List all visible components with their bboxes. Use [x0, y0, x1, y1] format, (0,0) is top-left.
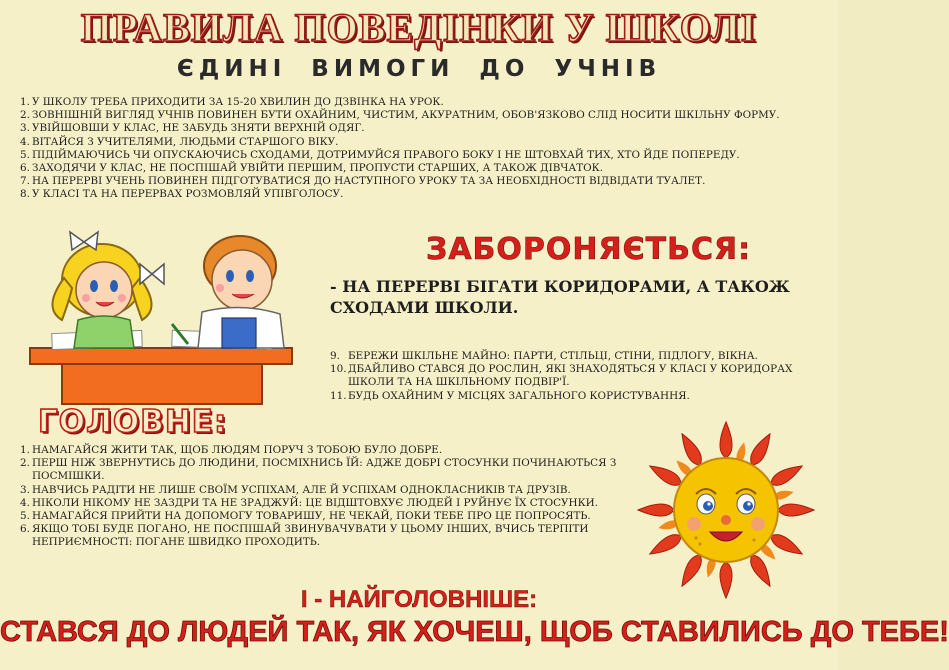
item-number: 4. [20, 496, 30, 509]
item-text: ПЕРШ НІЖ ЗВЕРНУТИСЬ ДО ЛЮДИНИ, ПОСМІХНИСЬ ЇЙ: АДЖЕ ДОБРІ СТОСУНКИ ПОЧИНАЮТЬСЯ З ПОСМІШКИ. [32, 457, 617, 483]
smiling-sun-illustration [628, 420, 824, 600]
item-text: У КЛАСІ ТА НА ПЕРЕРВАХ РОЗМОВЛЯЙ УПІВГОЛОСУ. [32, 188, 344, 201]
item-text: НАМАГАЙСЯ ЖИТИ ТАК, ЩОБ ЛЮДЯМ ПОРУЧ З ТОБОЮ БУЛО ДОБРЕ. [32, 444, 443, 456]
item-number: 8. [20, 188, 30, 201]
main-rules-list [20, 444, 660, 550]
item-number: 9. [330, 350, 340, 362]
page-subtitle: ЄДИНІ ВИМОГИ ДО УЧНІВ [176, 56, 662, 82]
list-item [20, 188, 820, 201]
item-text: ВІТАЙСЯ З УЧИТЕЛЯМИ, ЛЮДЬМИ СТАРШОГО ВІКУ. [32, 135, 339, 148]
page-title: ПРАВИЛА ПОВЕДІНКИ У ШКОЛІ [80, 5, 758, 50]
item-number: 2. [20, 457, 30, 470]
item-number: 5. [20, 510, 30, 523]
item-number: 6. [20, 523, 30, 536]
item-text: ЗОВНІШНІЙ ВИГЛЯД УЧНІВ ПОВИНЕН БУТИ ОХАЙНИМ, ЧИСТИМ, АКУРАТНИМ, ОБОВ'ЯЗКОВО СЛІД НОСИТИ ШКІЛЬНУ ФОРМУ. [32, 109, 780, 122]
motto-text: СТАВСЯ ДО ЛЮДЕЙ ТАК, ЯК ХОЧЕШ, ЩОБ СТАВИЛИСЬ ДО ТЕБЕ! [0, 616, 949, 648]
item-text: УВІЙШОВШИ У КЛАС, НЕ ЗАБУДЬ ЗНЯТИ ВЕРХНІЙ ОДЯГ. [32, 122, 365, 135]
list-item [20, 457, 660, 483]
item-number: 3. [20, 483, 30, 496]
item-text: НАВЧИСЬ РАДІТИ НЕ ЛИШЕ СВОЇМ УСПІХАМ, АЛЕ Й УСПІХАМ ОДНОКЛАСНИКІВ ТА ДРУЗІВ. [32, 483, 571, 496]
motto-heading: І - НАЙГОЛОВНІШЕ: [300, 586, 538, 613]
rules-list-continued [330, 350, 800, 403]
item-number: 7. [20, 175, 30, 188]
list-item [20, 109, 820, 122]
item-number: 3. [20, 122, 30, 135]
list-item [330, 350, 800, 363]
rules-list [20, 96, 820, 202]
item-text: НА ПЕРЕРВІ УЧЕНЬ ПОВИНЕН ПІДГОТУВАТИСЯ ДО НАСТУПНОГО УРОКУ ТА ЗА НЕОБХІДНОСТІ ВІДВІДАТИ ТУАЛЕТ. [32, 175, 706, 188]
item-number: 1. [20, 444, 30, 456]
item-text: ДБАЙЛИВО СТАВСЯ ДО РОСЛИН, ЯКІ ЗНАХОДЯТЬСЯ У КЛАСІ У КОРИДОРАХ ШКОЛИ ТА НА ШКІЛЬНОМУ ПОДВІР'Ї. [348, 363, 793, 389]
item-text: БУДЬ ОХАЙНИМ У МІСЦЯХ ЗАГАЛЬНОГО КОРИСТУВАННЯ. [348, 389, 690, 402]
list-item [20, 444, 660, 457]
main-heading: ГОЛОВНЕ: [38, 404, 228, 440]
list-item [20, 122, 820, 135]
children-at-desk-illustration [22, 228, 297, 408]
item-number: 6. [20, 162, 30, 175]
item-text: БЕРЕЖИ ШКІЛЬНЕ МАЙНО: ПАРТИ, СТІЛЬЦІ, СТІНИ, ПІДЛОГУ, ВІКНА. [348, 350, 758, 362]
list-item [20, 510, 660, 523]
item-text: НАМАГАЙСЯ ПРИЙТИ НА ДОПОМОГУ ТОВАРИШУ, НЕ ЧЕКАЙ, ПОКИ ТЕБЕ ПРО ЦЕ ПОПРОСЯТЬ. [32, 510, 591, 523]
item-text: У ШКОЛУ ТРЕБА ПРИХОДИТИ ЗА 15-20 ХВИЛИН ДО ДЗВІНКА НА УРОК. [32, 96, 444, 108]
list-item [20, 162, 820, 175]
item-number: 11. [330, 389, 347, 402]
item-number: 4. [20, 135, 30, 148]
forbidden-heading: ЗАБОРОНЯЄТЬСЯ: [426, 232, 752, 267]
item-text: ЯКЩО ТОБІ БУДЕ ПОГАНО, НЕ ПОСПІШАЙ ЗВИНУВАЧУВАТИ У ЦЬОМУ ІНШИХ, ВЧИСЬ ТЕРПІТИ НЕПРИЄМНОСТІ: ПОГАНЕ ШВИДКО ПРОХОДИТЬ. [32, 523, 589, 549]
list-item [330, 390, 800, 403]
item-number: 2. [20, 109, 30, 122]
list-item [20, 523, 660, 549]
forbidden-text: - НА ПЕРЕРВІ БІГАТИ КОРИДОРАМИ, А ТАКОЖ СХОДАМИ ШКОЛИ. [330, 277, 790, 317]
list-item [330, 363, 800, 389]
item-text: ЗАХОДЯЧИ У КЛАС, НЕ ПОСПІШАЙ УВІЙТИ ПЕРШИМ, ПРОПУСТИ СТАРШИХ, А ТАКОЖ ДІВЧАТОК. [32, 162, 604, 175]
list-item [20, 136, 820, 149]
item-number: 10. [330, 363, 347, 376]
item-number: 1. [20, 96, 30, 108]
list-item [20, 175, 820, 188]
list-item [20, 149, 820, 162]
item-text: ПІДІЙМАЮЧИСЬ ЧИ ОПУСКАЮЧИСЬ СХОДАМИ, ДОТРИМУЙСЯ ПРАВОГО БОКУ І НЕ ШТОВХАЙ ТИХ, ХТО ЙДЕ ПОПЕРЕДУ. [32, 148, 740, 161]
item-number: 5. [20, 148, 30, 161]
list-item [20, 484, 660, 497]
item-text: НІКОЛИ НІКОМУ НЕ ЗАЗДРИ ТА НЕ ЗРАДЖУЙ: ЦЕ ВІДШТОВХУЄ ЛЮДЕЙ І РУЙНУЄ ЇХ СТОСУНКИ. [32, 496, 599, 509]
list-item [20, 497, 660, 510]
list-item [20, 96, 820, 109]
